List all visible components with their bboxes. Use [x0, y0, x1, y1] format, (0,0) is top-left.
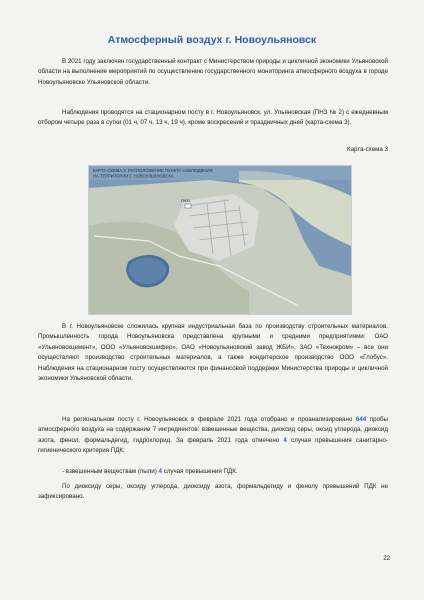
observation-post-label: ПНЗ2: [181, 199, 191, 203]
paragraph-contract: В 2021 году заключен государственный контракт с Министерством природы и цикличной экономики Ульяновской области на выполнение мероприятий по осуществлению государственного мониторинга атмосферного воздуха в городе Новоульяновске Ульяновской области.: [38, 58, 388, 86]
dust-exceedance-count: 4: [158, 468, 162, 475]
location-map: [88, 165, 352, 315]
map-caption: Карта-схема 3: [346, 146, 388, 153]
paragraph-observations: Наблюдения проводятся на стационарном посту в г. Новоульяновск, ул. Ульяновская (ПНЗ № 2) с ежедневным отбором четыре раза в сутки (01 ч, 07 ч, 13 ч, 19 ч), кроме воскресений и праздничных дней (карта-схема 3).: [38, 109, 388, 127]
map-graphic: [89, 166, 351, 314]
paragraph-dust: - взвешенным веществам (пыли) 4 случая превышения ПДК.: [62, 468, 238, 475]
page-title: Атмосферный воздух г. Новоульяновск: [107, 34, 317, 46]
paragraph-results: На региональном посту г. Новоульяновск в феврале 2021 года отобрано и проанализировано 644 пробы атмосферного воздуха на содержание 7 ингредиентов: взвешенные вещества, диоксид серы, оксид углерода, диоксид азота, фенол, формальдегид, гидрохлорид. За февраль 2021 года отмечено 4 случая превышения санитарно-гигиенического критерия ПДК;: [38, 416, 388, 455]
paragraph-industry: В г. Новоульяновске сложилась крупная индустриальная база по производству строительных материалов. Промышленность города Новоульяновска представлена крупными и средними предприятиями: ОАО «Ульяновскцемент», ООО «Ульяновскшифер», ОАО «Новоульяновский завод ЖБИ», ЗАО «Технокром» – все они осуществляют производство строительных материалов, а также кондитерское производство ООО «Глобус». Наблюдения на стационарном посту осуществляются при финансовой поддержке Министерства природы и цикличной экономики Ульяновской области.: [38, 323, 388, 383]
map-title-line1: КАРТА-СХЕМА 3. РАСПОЛОЖЕНИЕ ПУНКТА НАБЛЮДЕНИЯ: [93, 168, 213, 173]
map-title-line2: НА ТЕРРИТОРИИ Г. НОВОУЛЬЯНОВСКА: [93, 173, 174, 179]
page-number: 22: [383, 556, 390, 562]
exceedance-count: 4: [283, 436, 287, 444]
observation-post-marker: [185, 204, 191, 208]
paragraph-no-exceedance: По диоксиду серы, оксиду углерода, диоксиду азота, формальдегиду и фенолу превышений ПДК не зафиксировано.: [38, 483, 388, 501]
samples-count: 644: [355, 416, 367, 423]
